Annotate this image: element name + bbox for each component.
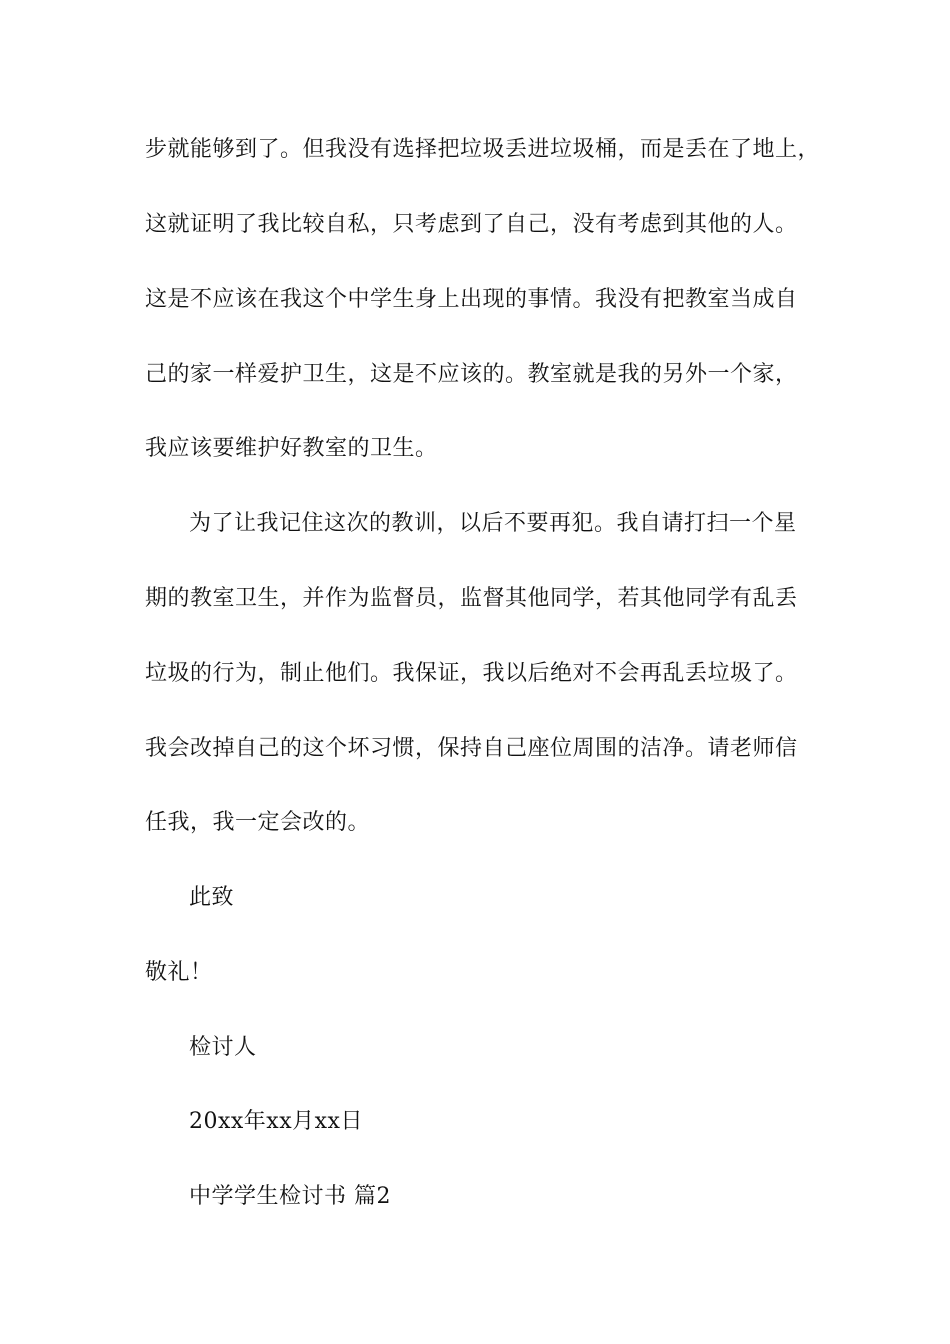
- paragraph-line: 期的教室卫生，并作为监督员，监督其他同学，若其他同学有乱丢: [145, 586, 798, 611]
- paragraph-line: 己的家一样爱护卫生，这是不应该的。教室就是我的另外一个家，: [145, 362, 798, 387]
- signer-label: 检讨人: [189, 1035, 257, 1060]
- paragraph-line: 步就能够到了。但我没有选择把垃圾丢进垃圾桶，而是丢在了地上，: [145, 137, 821, 162]
- section-title: 中学学生检讨书 篇2: [189, 1184, 391, 1209]
- paragraph-line: 垃圾的行为，制止他们。我保证，我以后绝对不会再乱丢垃圾了。: [145, 661, 798, 686]
- paragraph-line: 任我，我一定会改的。: [145, 810, 371, 835]
- date-line: 20xx年xx月xx日: [189, 1109, 363, 1134]
- paragraph-line: 这就证明了我比较自私，只考虑到了自己，没有考虑到其他的人。: [145, 212, 798, 237]
- paragraph-line: 为了让我记住这次的教训，以后不要再犯。我自请打扫一个星: [189, 511, 797, 536]
- paragraph-line: 我应该要维护好教室的卫生。: [145, 436, 438, 461]
- closing-salute: 敬礼！: [145, 960, 213, 985]
- paragraph-line: 我会改掉自己的这个坏习惯，保持自己座位周围的洁净。请老师信: [145, 736, 798, 761]
- closing-greeting: 此致: [189, 885, 235, 910]
- paragraph-line: 这是不应该在我这个中学生身上出现的事情。我没有把教室当成自: [145, 287, 798, 312]
